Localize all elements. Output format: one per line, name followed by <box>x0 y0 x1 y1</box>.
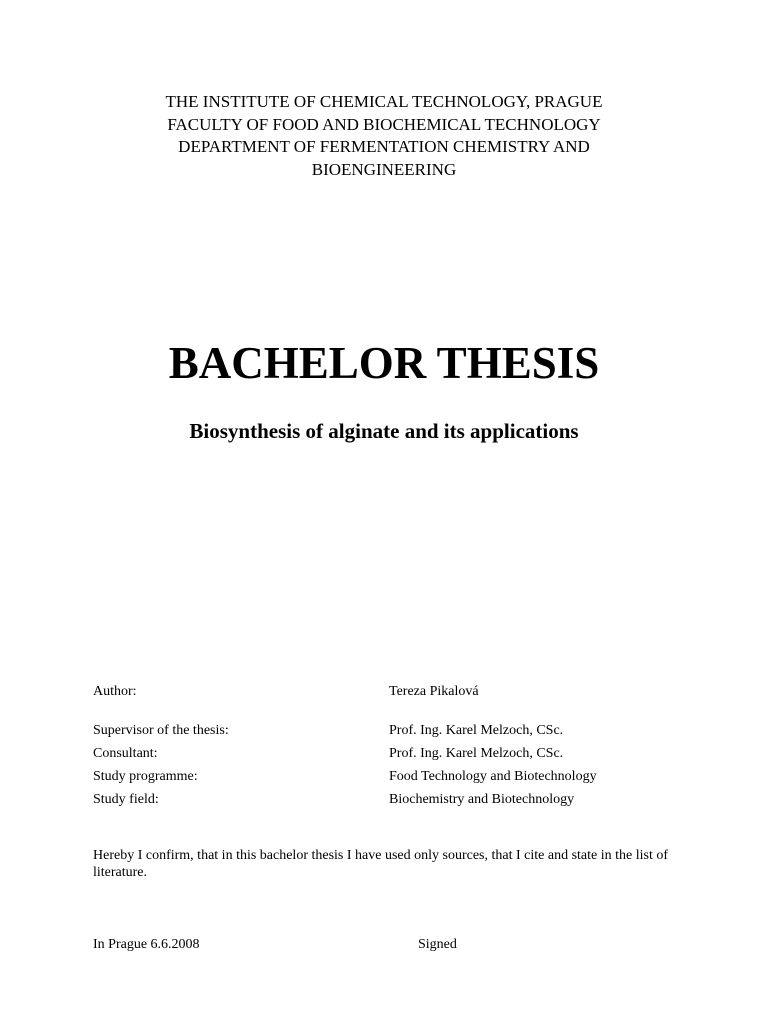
programme-label: Study programme: <box>93 769 198 784</box>
department-line-continued: BIOENGINEERING <box>311 159 457 179</box>
details-row-supervisor <box>93 719 693 742</box>
institution-line: THE INSTITUTE OF CHEMICAL TECHNOLOGY, PRAGUE <box>165 92 603 111</box>
place-date: In Prague 6.6.2008 <box>93 937 200 952</box>
supervisor-label: Supervisor of the thesis: <box>93 723 229 738</box>
programme-value: Food Technology and Biotechnology <box>389 769 597 784</box>
author-block <box>93 680 693 703</box>
signed-label: Signed <box>418 937 457 952</box>
institution-header <box>0 91 768 181</box>
thesis-title: BACHELOR THESIS <box>168 338 600 388</box>
author-value: Tereza Pikalová <box>389 684 479 699</box>
details-block <box>93 719 693 811</box>
author-label: Author: <box>93 684 137 699</box>
details-row-field <box>93 788 693 811</box>
details-row-programme <box>93 765 693 788</box>
department-line: DEPARTMENT OF FERMENTATION CHEMISTRY AND <box>178 137 590 156</box>
consultant-label: Consultant: <box>93 746 158 761</box>
field-value: Biochemistry and Biotechnology <box>389 792 575 807</box>
faculty-line: FACULTY OF FOOD AND BIOCHEMICAL TECHNOLOGY <box>167 114 601 134</box>
thesis-subtitle: Biosynthesis of alginate and its applications <box>189 419 579 443</box>
field-label: Study field: <box>93 792 159 807</box>
author-row <box>93 680 693 703</box>
consultant-value: Prof. Ing. Karel Melzoch, CSc. <box>389 746 564 761</box>
supervisor-value: Prof. Ing. Karel Melzoch, CSc. <box>389 723 564 738</box>
details-row-consultant <box>93 742 693 765</box>
declaration-text: Hereby I confirm, that in this bachelor thesis I have used only sources, that I cite and state in the list of literature. <box>93 848 669 880</box>
